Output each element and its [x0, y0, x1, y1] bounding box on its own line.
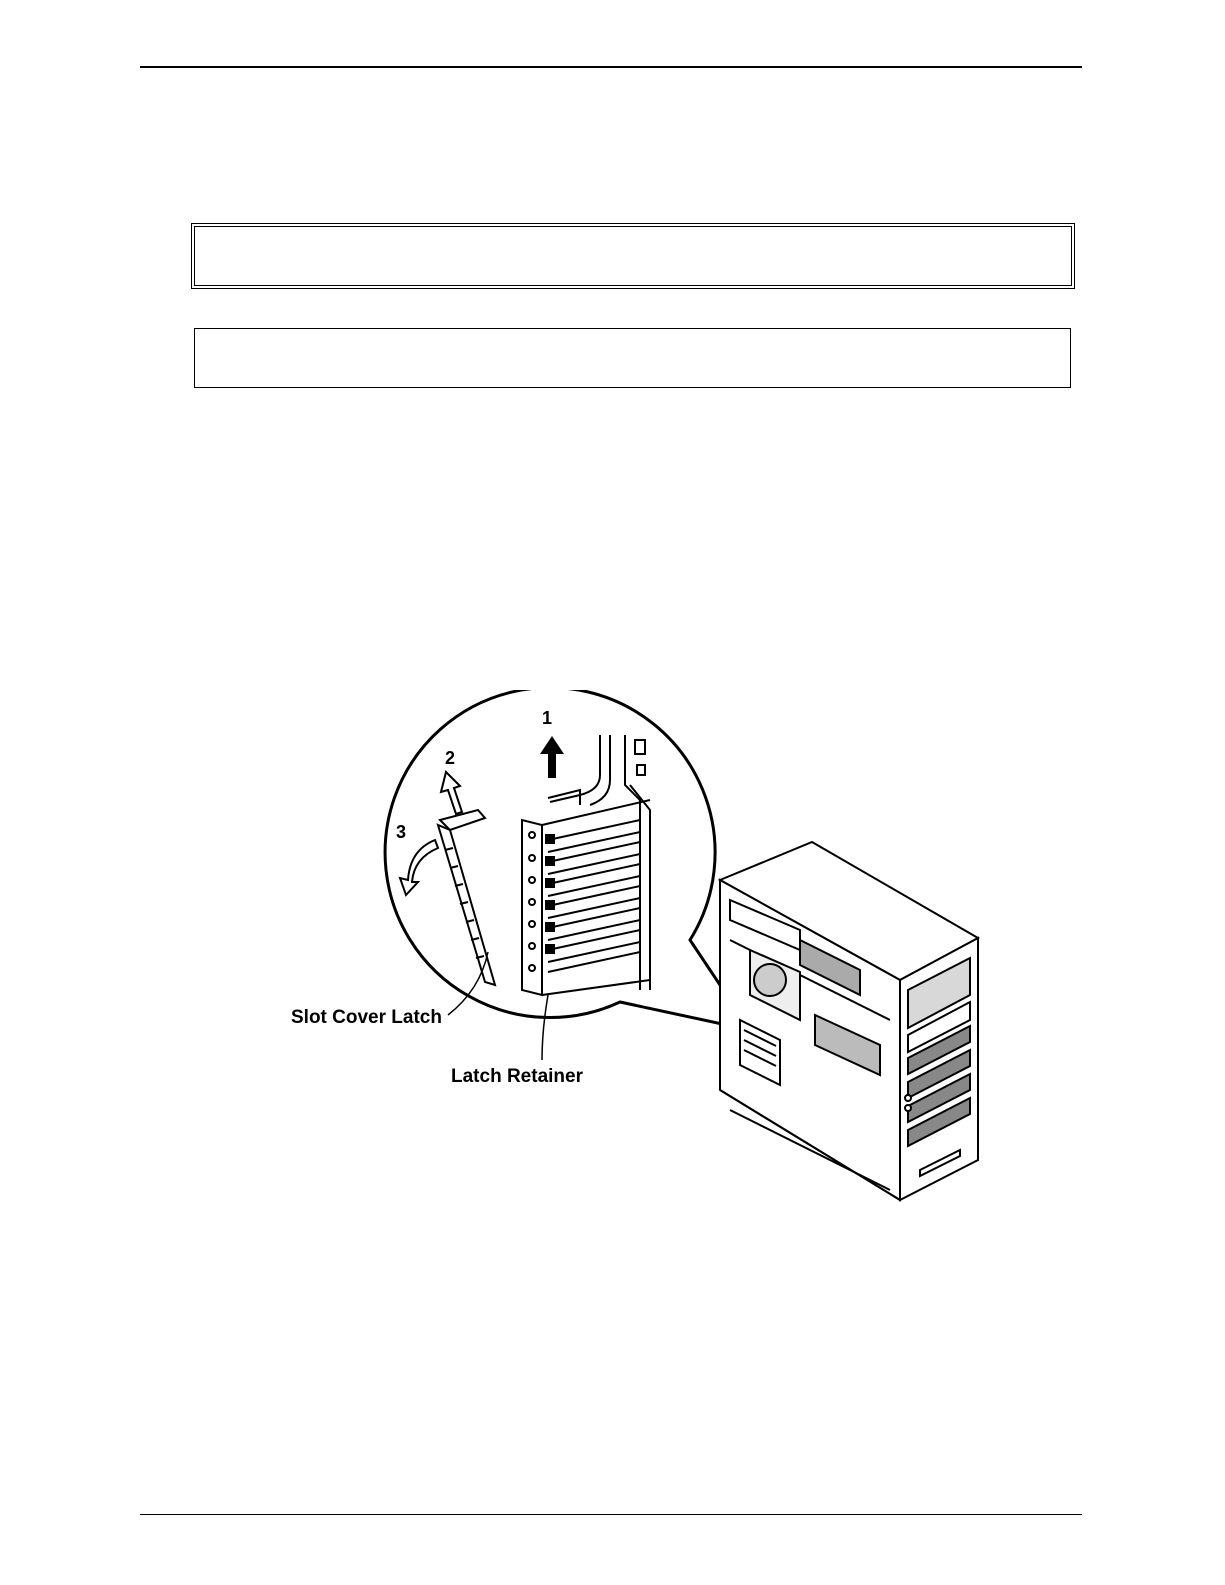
- slot-cover-latch-illustration: [280, 690, 1000, 1210]
- latch-retainer-label: Latch Retainer: [451, 1066, 583, 1087]
- illustration-svg: [280, 690, 1000, 1210]
- warning-box: [191, 223, 1075, 289]
- step-2-label: 2: [445, 748, 456, 768]
- footer-rule: [140, 1514, 1082, 1515]
- header-rule: [140, 66, 1082, 68]
- step-3-label: 3: [396, 822, 407, 842]
- tower-chassis: [720, 842, 978, 1200]
- slot-cover-latch-label: Slot Cover Latch: [291, 1007, 442, 1028]
- note-box: [194, 328, 1071, 388]
- step-1-label: 1: [542, 708, 553, 728]
- magnifier-outline: [385, 690, 750, 1030]
